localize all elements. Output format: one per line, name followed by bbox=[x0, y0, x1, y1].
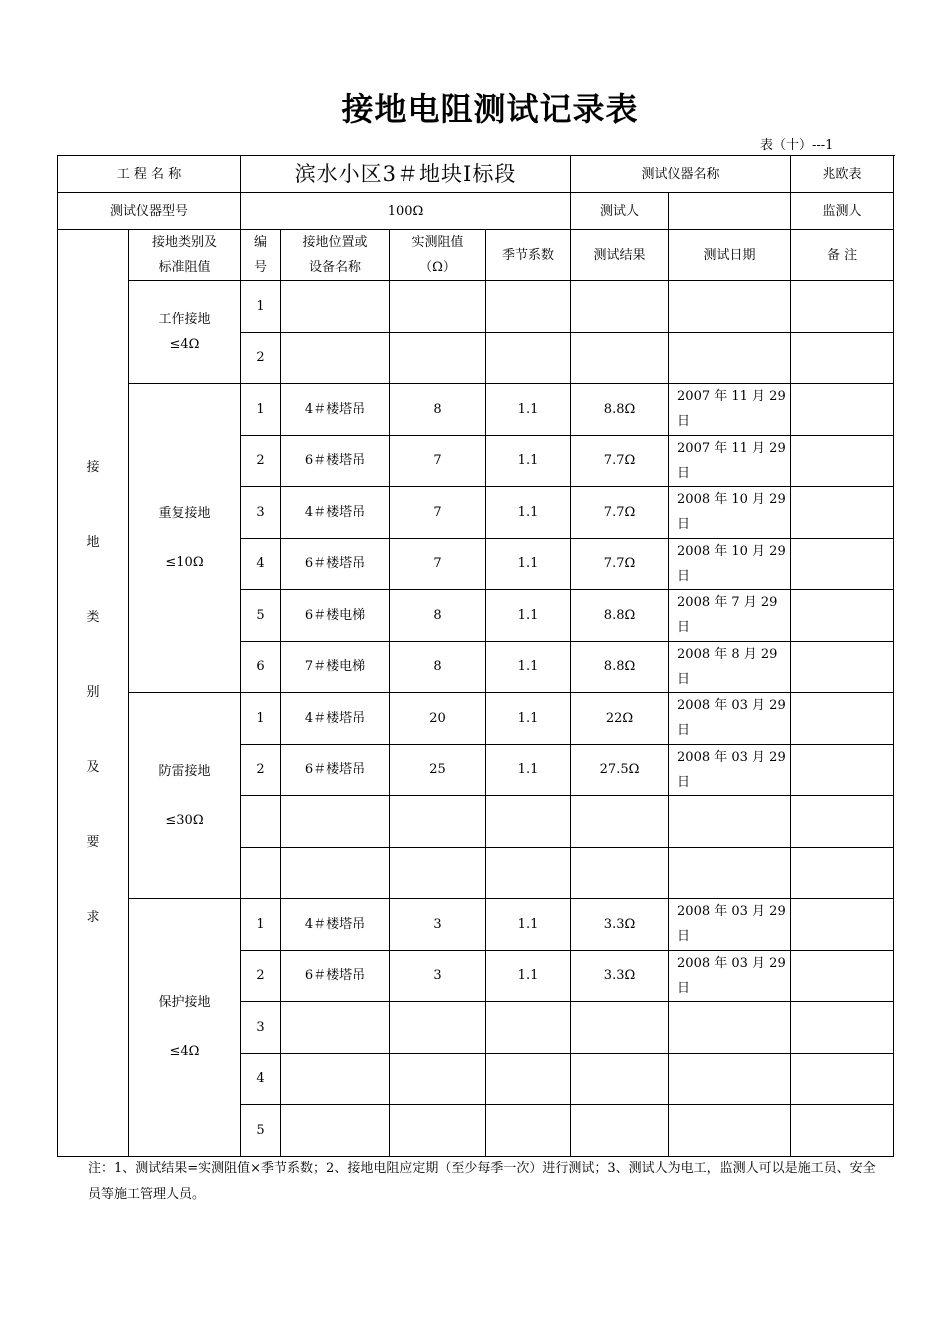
cell-date: 2008 年 03 月 29 日 bbox=[669, 693, 791, 745]
side-label-char: 接 bbox=[86, 460, 100, 476]
cell-remark bbox=[791, 847, 894, 899]
project-label: 工 程 名 称 bbox=[58, 156, 241, 193]
cell-location bbox=[281, 1105, 390, 1157]
side-label-cell bbox=[58, 230, 129, 1157]
cell-location: 6＃楼塔吊 bbox=[281, 744, 390, 796]
cell-remark bbox=[791, 899, 894, 951]
category-cell bbox=[129, 693, 241, 899]
table-row bbox=[58, 281, 894, 333]
col-date: 测试日期 bbox=[669, 230, 791, 281]
cell-no: 1 bbox=[241, 384, 281, 436]
cell-no: 6 bbox=[241, 641, 281, 693]
cell-factor: 1.1 bbox=[486, 641, 571, 693]
col-no: 编 号 bbox=[241, 230, 281, 281]
cell-result: 8.8Ω bbox=[571, 590, 669, 642]
cell-result bbox=[571, 796, 669, 848]
cell-result bbox=[571, 1105, 669, 1157]
cell-location: 6＃楼塔吊 bbox=[281, 538, 390, 590]
cell-no: 3 bbox=[241, 487, 281, 539]
cell-no: 5 bbox=[241, 1105, 281, 1157]
cell-remark bbox=[791, 332, 894, 384]
cell-factor bbox=[486, 281, 571, 333]
cell-date: 2008 年 8 月 29 日 bbox=[669, 641, 791, 693]
instrument-model-value: 100Ω bbox=[241, 193, 571, 230]
cell-location: 7＃楼电梯 bbox=[281, 641, 390, 693]
tester-value bbox=[669, 193, 791, 230]
cell-date bbox=[669, 796, 791, 848]
cell-result bbox=[571, 1053, 669, 1105]
cell-result bbox=[571, 1002, 669, 1054]
cell-date: 2008 年 03 月 29 日 bbox=[669, 744, 791, 796]
cell-no bbox=[241, 847, 281, 899]
cell-no bbox=[241, 796, 281, 848]
col-category: 接地类别及 标准阻值 bbox=[129, 230, 241, 281]
cell-date: 2008 年 7 月 29 日 bbox=[669, 590, 791, 642]
side-label-char: 及 bbox=[86, 760, 100, 776]
cell-factor: 1.1 bbox=[486, 899, 571, 951]
document-title: 接地电阻测试记录表 bbox=[341, 90, 639, 128]
cell-date bbox=[669, 847, 791, 899]
cell-no: 3 bbox=[241, 1002, 281, 1054]
cell-measured: 7 bbox=[390, 435, 486, 487]
cell-factor: 1.1 bbox=[486, 693, 571, 745]
cell-remark bbox=[791, 744, 894, 796]
cell-location: 4＃楼塔吊 bbox=[281, 693, 390, 745]
cell-remark bbox=[791, 1105, 894, 1157]
cell-remark bbox=[791, 796, 894, 848]
cell-result: 3.3Ω bbox=[571, 899, 669, 951]
cell-remark bbox=[791, 281, 894, 333]
table-row bbox=[58, 899, 894, 951]
cell-no: 4 bbox=[241, 1053, 281, 1105]
cell-measured bbox=[390, 281, 486, 333]
cell-date: 2008 年 10 月 29 日 bbox=[669, 538, 791, 590]
side-label-char: 类 bbox=[86, 610, 100, 626]
cell-factor bbox=[486, 1105, 571, 1157]
cell-no: 2 bbox=[241, 744, 281, 796]
cell-remark bbox=[791, 384, 894, 436]
cell-result bbox=[571, 847, 669, 899]
category-standard: ≤4Ω bbox=[169, 1044, 200, 1060]
cell-location: 4＃楼塔吊 bbox=[281, 487, 390, 539]
cell-remark bbox=[791, 641, 894, 693]
cell-result: 8.8Ω bbox=[571, 384, 669, 436]
category-cell bbox=[129, 384, 241, 693]
cell-location bbox=[281, 847, 390, 899]
cell-measured: 20 bbox=[390, 693, 486, 745]
footnote: 注：1、测试结果=实测阻值×季节系数；2、接地电阻应定期（至少每季一次）进行测试；3、测试人为电工，监测人可以是施工员、安全员等施工管理人员。 bbox=[88, 1161, 876, 1202]
cell-date bbox=[669, 281, 791, 333]
cell-result: 7.7Ω bbox=[571, 487, 669, 539]
cell-no: 1 bbox=[241, 281, 281, 333]
cell-location: 6＃楼电梯 bbox=[281, 590, 390, 642]
instrument-model-label: 测试仪器型号 bbox=[58, 193, 241, 230]
cell-date: 2008 年 03 月 29 日 bbox=[669, 950, 791, 1002]
col-factor: 季节系数 bbox=[486, 230, 571, 281]
supervisor-label: 监测人 bbox=[791, 193, 894, 230]
col-result: 测试结果 bbox=[571, 230, 669, 281]
side-label-char: 地 bbox=[86, 535, 100, 551]
cell-factor bbox=[486, 332, 571, 384]
cell-date: 2008 年 03 月 29 日 bbox=[669, 899, 791, 951]
column-header-row bbox=[58, 230, 894, 281]
cell-date: 2008 年 10 月 29 日 bbox=[669, 487, 791, 539]
cell-factor: 1.1 bbox=[486, 487, 571, 539]
cell-factor: 1.1 bbox=[486, 744, 571, 796]
cell-location: 4＃楼塔吊 bbox=[281, 384, 390, 436]
category-standard: ≤4Ω bbox=[169, 337, 200, 352]
table-row bbox=[58, 693, 894, 745]
cell-measured: 25 bbox=[390, 744, 486, 796]
cell-measured bbox=[390, 1053, 486, 1105]
cell-no: 2 bbox=[241, 332, 281, 384]
cell-result bbox=[571, 332, 669, 384]
cell-date bbox=[669, 1053, 791, 1105]
cell-factor: 1.1 bbox=[486, 384, 571, 436]
cell-remark bbox=[791, 487, 894, 539]
instrument-name-label: 测试仪器名称 bbox=[571, 156, 791, 193]
cell-location: 6＃楼塔吊 bbox=[281, 950, 390, 1002]
cell-location bbox=[281, 1053, 390, 1105]
cell-location bbox=[281, 281, 390, 333]
category-standard: ≤30Ω bbox=[165, 812, 204, 828]
cell-result: 3.3Ω bbox=[571, 950, 669, 1002]
cell-factor bbox=[486, 847, 571, 899]
col-remark: 备 注 bbox=[791, 230, 894, 281]
cell-date: 2007 年 11 月 29 日 bbox=[669, 384, 791, 436]
cell-location bbox=[281, 796, 390, 848]
cell-remark bbox=[791, 1053, 894, 1105]
cell-date bbox=[669, 1002, 791, 1054]
cell-measured: 8 bbox=[390, 590, 486, 642]
record-table bbox=[57, 155, 894, 1157]
cell-measured: 7 bbox=[390, 487, 486, 539]
cell-remark bbox=[791, 435, 894, 487]
cell-measured bbox=[390, 796, 486, 848]
cell-result: 8.8Ω bbox=[571, 641, 669, 693]
side-label-char: 求 bbox=[86, 910, 100, 926]
cell-remark bbox=[791, 1002, 894, 1054]
cell-measured: 8 bbox=[390, 384, 486, 436]
table-number: 表（十）---1 bbox=[760, 138, 834, 153]
side-label-char: 别 bbox=[86, 685, 100, 701]
project-value: 滨水小区3＃地块Ⅰ标段 bbox=[241, 156, 571, 193]
cell-remark bbox=[791, 950, 894, 1002]
cell-factor: 1.1 bbox=[486, 950, 571, 1002]
cell-measured bbox=[390, 332, 486, 384]
category-cell bbox=[129, 899, 241, 1157]
cell-date: 2007 年 11 月 29 日 bbox=[669, 435, 791, 487]
cell-measured bbox=[390, 1105, 486, 1157]
category-name: 工作接地 bbox=[158, 312, 211, 327]
cell-measured bbox=[390, 1002, 486, 1054]
col-location: 接地位置或 设备名称 bbox=[281, 230, 390, 281]
header-row-project bbox=[58, 156, 894, 193]
cell-remark bbox=[791, 538, 894, 590]
cell-remark bbox=[791, 693, 894, 745]
tester-label: 测试人 bbox=[571, 193, 669, 230]
cell-remark bbox=[791, 590, 894, 642]
cell-factor: 1.1 bbox=[486, 435, 571, 487]
category-cell bbox=[129, 281, 241, 384]
cell-location bbox=[281, 1002, 390, 1054]
cell-measured: 7 bbox=[390, 538, 486, 590]
cell-factor bbox=[486, 796, 571, 848]
col-measured: 实测阻值 （Ω） bbox=[390, 230, 486, 281]
instrument-name-value: 兆欧表 bbox=[791, 156, 894, 193]
cell-result: 7.7Ω bbox=[571, 538, 669, 590]
cell-measured: 3 bbox=[390, 899, 486, 951]
category-name: 防雷接地 bbox=[158, 763, 211, 779]
cell-factor bbox=[486, 1002, 571, 1054]
cell-no: 5 bbox=[241, 590, 281, 642]
cell-no: 2 bbox=[241, 435, 281, 487]
cell-measured bbox=[390, 847, 486, 899]
category-name: 保护接地 bbox=[158, 995, 211, 1011]
cell-factor: 1.1 bbox=[486, 538, 571, 590]
cell-location: 6＃楼塔吊 bbox=[281, 435, 390, 487]
category-name: 重复接地 bbox=[158, 506, 211, 521]
cell-factor: 1.1 bbox=[486, 590, 571, 642]
cell-no: 2 bbox=[241, 950, 281, 1002]
cell-factor bbox=[486, 1053, 571, 1105]
cell-measured: 3 bbox=[390, 950, 486, 1002]
cell-result: 7.7Ω bbox=[571, 435, 669, 487]
cell-measured: 8 bbox=[390, 641, 486, 693]
cell-result: 22Ω bbox=[571, 693, 669, 745]
cell-date bbox=[669, 1105, 791, 1157]
side-label-char: 要 bbox=[86, 835, 100, 851]
header-row-instrument bbox=[58, 193, 894, 230]
cell-location bbox=[281, 332, 390, 384]
cell-no: 1 bbox=[241, 693, 281, 745]
cell-result: 27.5Ω bbox=[571, 744, 669, 796]
table-row bbox=[58, 384, 894, 436]
cell-no: 1 bbox=[241, 899, 281, 951]
cell-date bbox=[669, 332, 791, 384]
cell-result bbox=[571, 281, 669, 333]
cell-location: 4＃楼塔吊 bbox=[281, 899, 390, 951]
category-standard: ≤10Ω bbox=[165, 555, 204, 570]
cell-no: 4 bbox=[241, 538, 281, 590]
